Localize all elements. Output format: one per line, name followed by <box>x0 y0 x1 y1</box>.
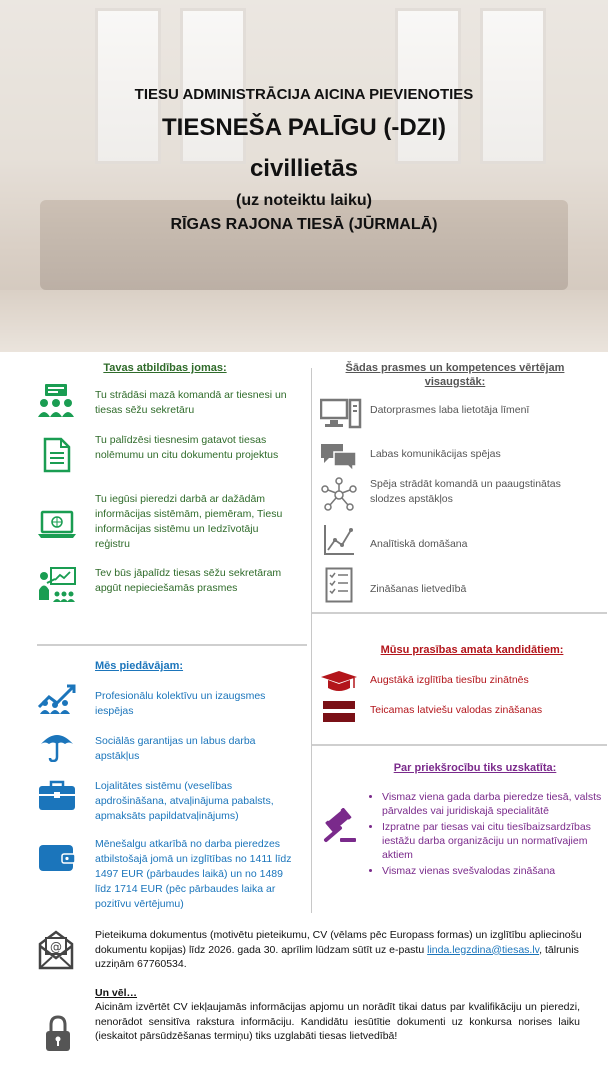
skill-item: Labas komunikācijas spējas <box>370 448 501 460</box>
gavel-icon <box>320 808 358 844</box>
umbrella-icon <box>40 728 74 762</box>
mail-icon <box>38 930 74 970</box>
offer-item: Profesionālu kolektīvu un izaugsmes iespējas <box>95 690 266 717</box>
header-court: RĪGAS RAJONA TIESĀ (JŪRMALĀ) <box>170 216 438 233</box>
advantages-title: Par priekšrocību tiks uzskatīta: <box>393 762 557 774</box>
column-divider <box>311 368 312 913</box>
hero-banner <box>0 0 608 352</box>
briefcase-icon <box>38 780 76 812</box>
responsibility-item: Tu iegūsi pieredzi darbā ar dažādām informācijas sistēmām, piemēram, Tiesu informācijas sistēmu un Iedzīvotāju reģistru <box>95 493 283 550</box>
skills-title: Šādas prasmes un kompetences vērtējam visaugstāk: <box>345 362 565 388</box>
laptop-globe-icon <box>37 510 77 540</box>
skill-item: Analītiskā domāšana <box>370 538 468 550</box>
header-line1: TIESU ADMINISTRĀCIJA AICINA PIEVIENOTIES <box>134 86 474 103</box>
email-link[interactable]: linda.legzdina@tiesas.lv <box>427 943 540 956</box>
offer-title: Mēs piedāvājam: <box>95 660 184 672</box>
responsibility-item: Tu palīdzēsi tiesnesim gatavot tiesas nolēmumu un citu dokumentu projektus <box>95 434 279 461</box>
advantage-item: • Vismaz vienas svešvalodas zināšana <box>382 864 608 878</box>
responsibility-item: Tev būs jāpalīdz tiesas sēžu sekretāram apgūt nepieciešamās prasmes <box>95 567 282 594</box>
requirement-item: Augstākā izglītība tiesību zinātnēs <box>370 674 529 686</box>
computer-icon <box>320 398 362 430</box>
advantages-list <box>368 790 608 880</box>
requirement-item: Teicamas latviešu valodas zināšanas <box>370 704 543 716</box>
privacy-text: Aicinām izvērtēt CV iekļaujamās informācijas apjomu un norādīt tikai datus par kvalifikāciju un pieredzi, nenorādot sensitīva rakstura informāciju. Kandidātu iesūtītie dokumenti uz konkursa norises laiku (ieskaitot pārsūdzēšanas termiņu) tiks uzglabāti tiesas lietvedībā! <box>95 1001 580 1042</box>
presentation-icon <box>37 566 77 604</box>
offer-item: Sociālās garantijas un labus darba apstākļus <box>95 735 256 762</box>
advantage-item: • Vismaz viena gada darba pieredze tiesā, valsts pārvaldes vai juridiskajā specialitātē <box>382 790 608 818</box>
network-icon <box>321 477 357 513</box>
offer-item: Lojalitātes sistēmu (veselības apdrošināšana, atvaļinājuma pabalsts, apmaksāts papildatvaļinājums) <box>95 780 274 822</box>
chat-bubbles-icon <box>320 442 358 472</box>
document-icon <box>43 437 71 473</box>
header-field: civillietās <box>249 155 359 182</box>
skill-item: Spēja strādāt komandā un paaugstinātas slodzes apstākļos <box>370 478 561 505</box>
skill-item: Datorprasmes laba lietotāja līmenī <box>370 404 530 416</box>
section-rule <box>312 612 607 614</box>
line-chart-icon <box>322 523 356 557</box>
growth-team-icon <box>37 683 77 715</box>
book-stack-icon <box>323 700 355 724</box>
checklist-icon <box>325 567 353 603</box>
responsibility-item: Tu strādāsi mazā komandā ar tiesnesi un tiesas sēžu sekretāru <box>95 389 287 416</box>
header-position: TIESNEŠA PALĪGU (-DZI) <box>162 114 446 141</box>
wallet-icon <box>38 841 76 873</box>
team-meeting-icon <box>37 383 75 419</box>
privacy-title: Un vēl… <box>95 987 138 999</box>
section-rule <box>312 744 607 746</box>
svg-text:@: @ <box>50 940 62 954</box>
application-text: Pieteikuma dokumentus (motivētu pieteikumu, CV (vēlams pēc Europass formas) un izglītību apliecinošu dokumentu kopijas) līdz 2026. gada 30. aprīlim lūdzam sūtīt uz e-pastu linda.legzdina@tiesas.lv, tālrunis uzziņām 67760534. <box>95 929 582 970</box>
requirements-title: Mūsu prasības amata kandidātiem: <box>380 644 564 656</box>
offer-item: Mēnešalgu atkarībā no darba pieredzes atbilstošajā jomā un izglītības no 1411 līdz 1497 EUR (pārbaudes laikā) un no 1489 līdz 1714 EUR (pēc pārbaudes laika ar pozitīvu vērtējumu) <box>95 838 292 910</box>
graduation-cap-icon <box>320 670 358 694</box>
skill-item: Zināšanas lietvedībā <box>370 583 467 595</box>
section-rule <box>37 644 307 646</box>
responsibilities-title: Tavas atbildības jomas: <box>103 362 227 374</box>
header-term: (uz noteiktu laiku) <box>236 192 372 209</box>
advantage-item: • Izpratne par tiesas vai citu tiesībaizsardzības iestāžu darba organizāciju un normatīvajiem aktiem <box>382 820 608 862</box>
lock-icon <box>44 1015 72 1053</box>
